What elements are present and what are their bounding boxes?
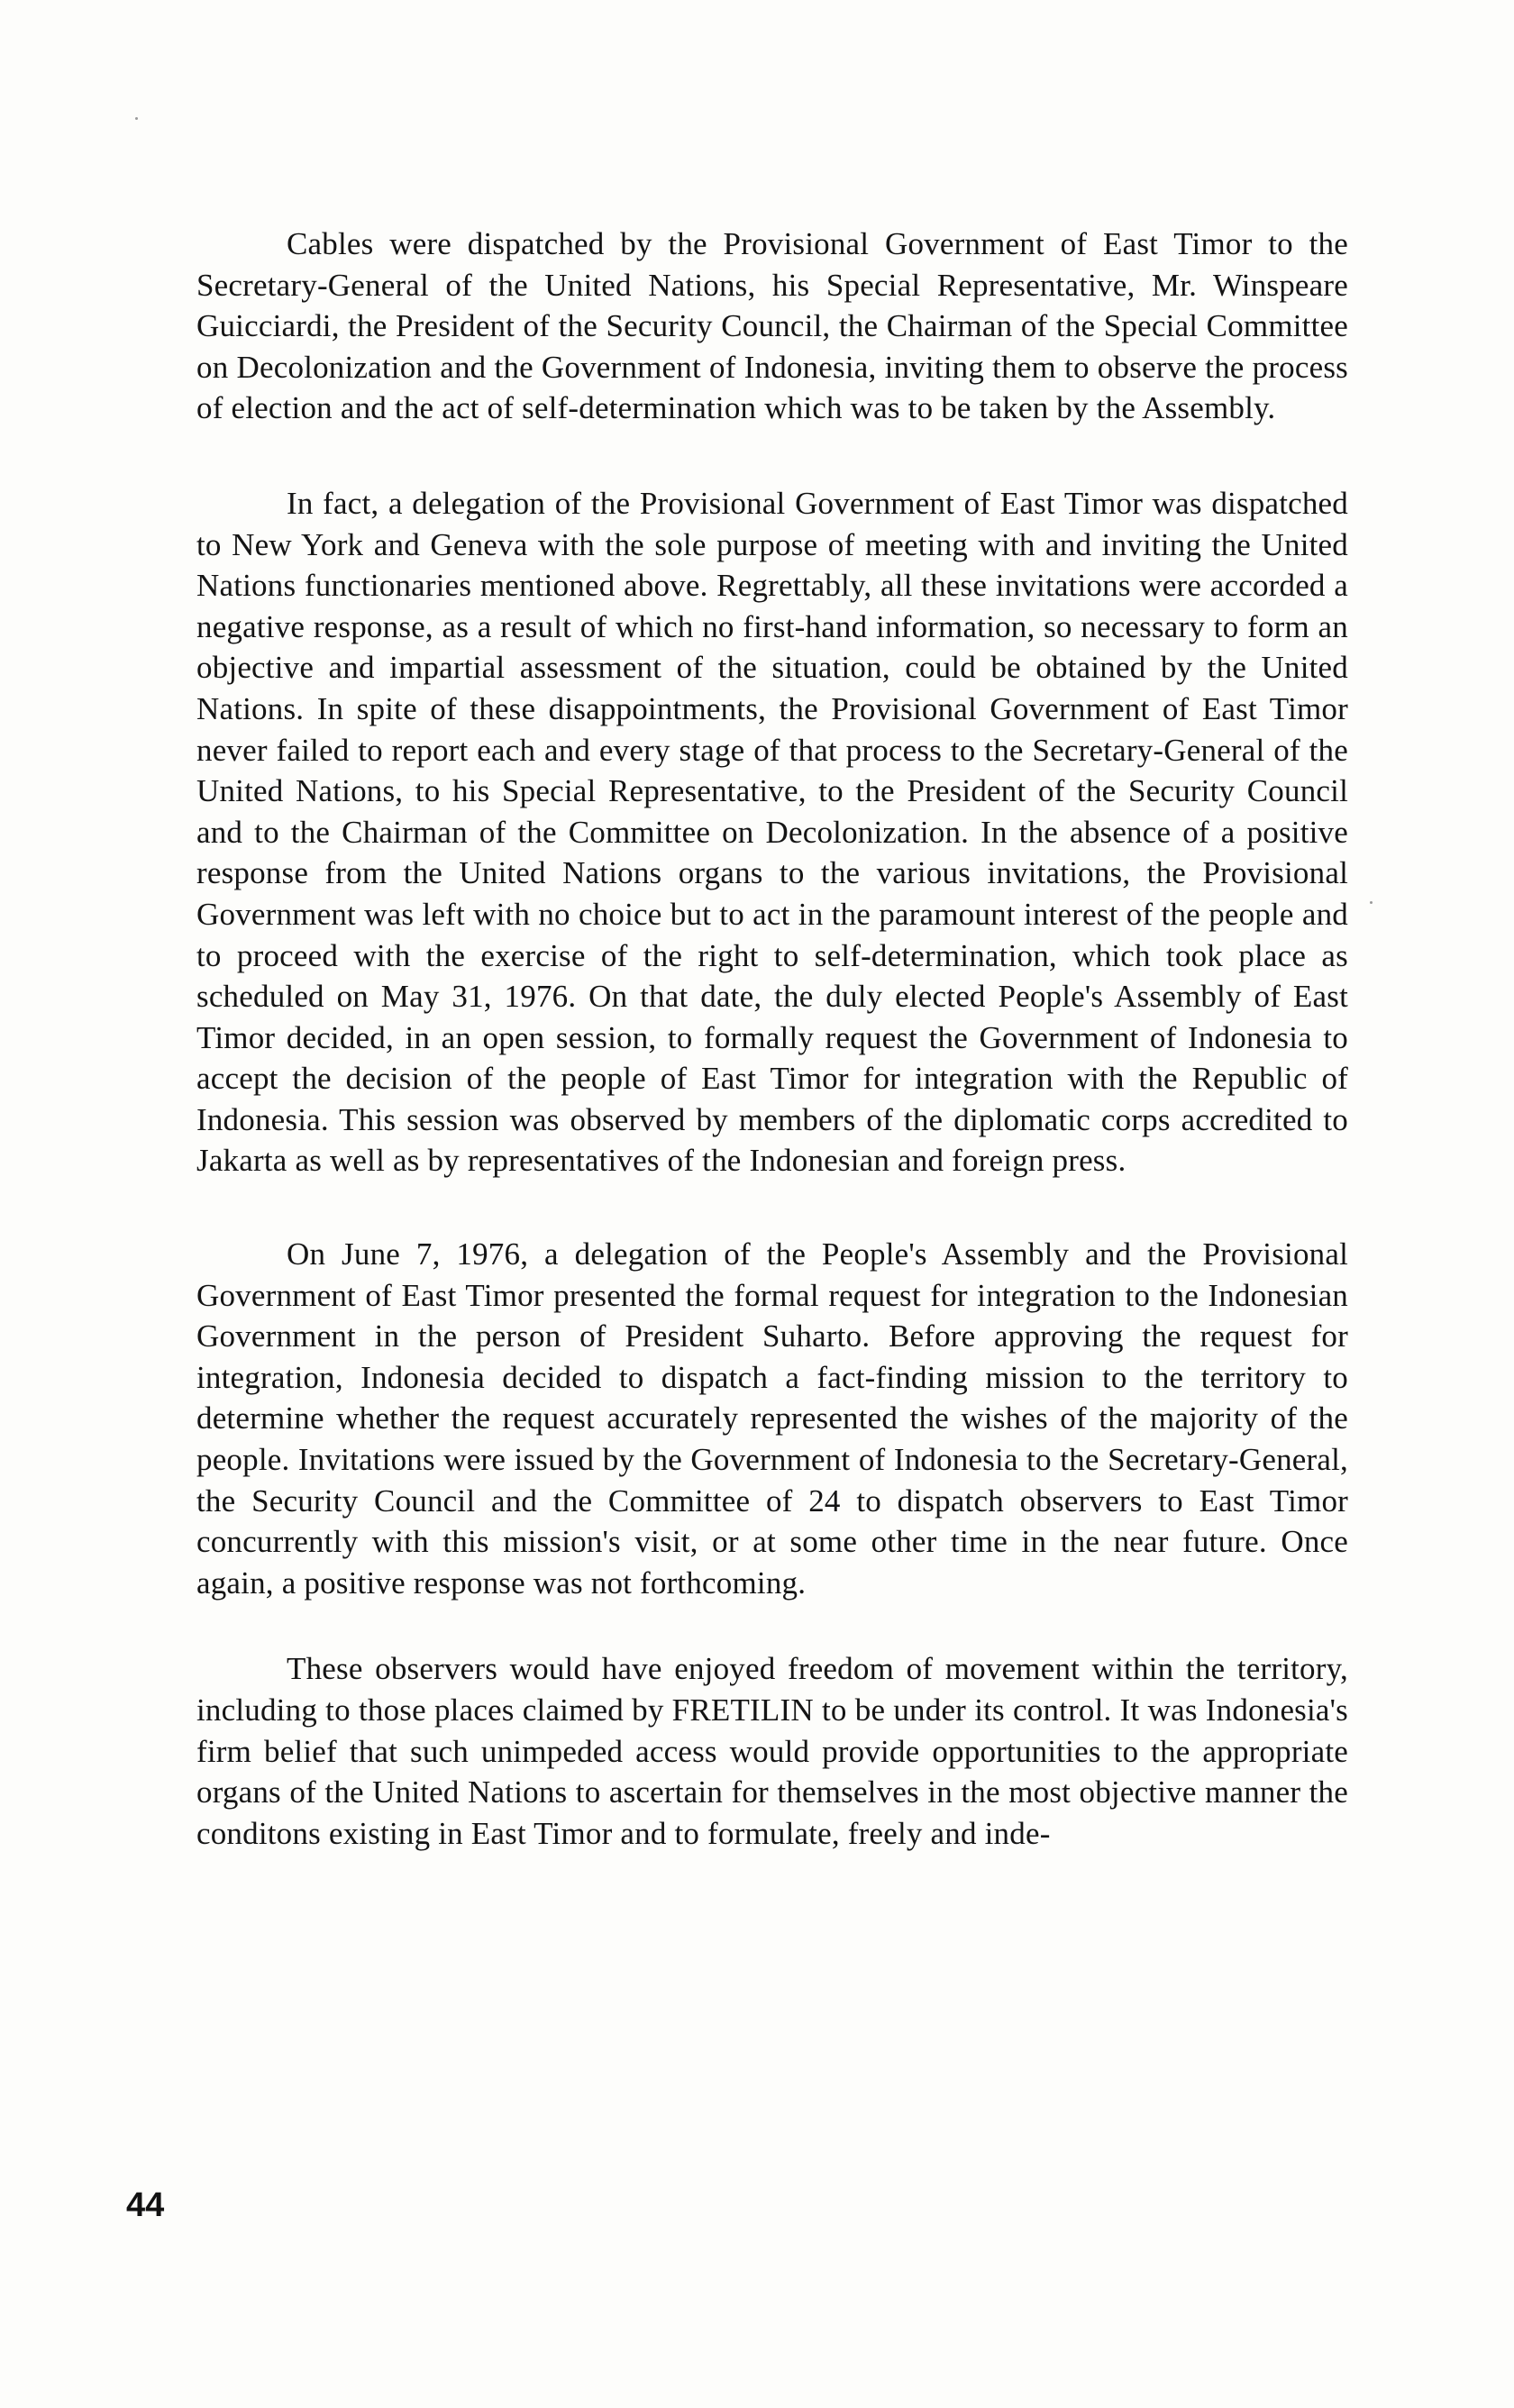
paper-speck	[135, 117, 138, 120]
paragraph: Cables were dispatched by the Provisional Government of East Timor to the Secretary-General of the United Nations, his Special Representative, Mr. Winspeare Guicciardi, the President of the Security Council, the Chairman of the Special Committee on Decolonization and the Government of Indonesia, inviting them to observe the process of election and the act of self-determination which was to be taken by the Assembly.	[196, 226, 1348, 426]
paper-speck	[1370, 901, 1373, 904]
paragraph: On June 7, 1976, a delegation of the People's Assembly and the Provisional Government of East Timor presented the formal request for integration to the Indonesian Government in the person of President Suharto. Before approving the request for integration, Indonesia decided to dispatch a fact-finding mission to the territory to determine whether the request accurately represented the wishes of the majority of the people. Invitations were issued by the Government of Indonesia to the Secretary-General, the Security Council and the Committee of 24 to dispatch observers to East Timor concurrently with this mission's visit, or at some other time in the near future. Once again, a positive response was not forthcoming.	[196, 1236, 1348, 1601]
paragraph: These observers would have enjoyed freedom of movement within the territory, including to those places claimed by FRETILIN to be under its control. It was Indonesia's firm belief that such unimpeded access would provide opportunities to the appropriate organs of the United Nations to ascertain for themselves in the most objective manner the conditons existing in East Timor and to formulate, freely and inde-	[196, 1651, 1348, 1851]
paragraph: In fact, a delegation of the Provisional Government of East Timor was dispatched to New York and Geneva with the sole purpose of meeting with and inviting the United Nations functionaries mentioned above. Regrettably, all these invitations were accorded a negative response, as a result of which no first-hand information, so necessary to form an objective and impartial assessment of the situation, could be obtained by the United Nations. In spite of these disappointments, the Provisional Government of East Timor never failed to report each and every stage of that process to the Secretary-General of the United Nations, to his Special Representative, to the President of the Security Council and to the Chairman of the Committee on Decolonization. In the absence of a positive response from the United Nations organs to the various invitations, the Provisional Government was left with no choice but to act in the paramount interest of the people and to proceed with the exercise of the right to self-determination, which took place as scheduled on May 31, 1976. On that date, the duly elected People's Assembly of East Timor decided, in an open session, to formally request the Government of Indonesia to accept the decision of the people of East Timor for integration with the Republic of Indonesia. This session was observed by members of the diplomatic corps accredited to Jakarta as well as by representatives of the Indonesian and foreign press.	[196, 485, 1348, 1179]
page-number: 44	[126, 2186, 165, 2224]
body-text	[196, 223, 1348, 1854]
